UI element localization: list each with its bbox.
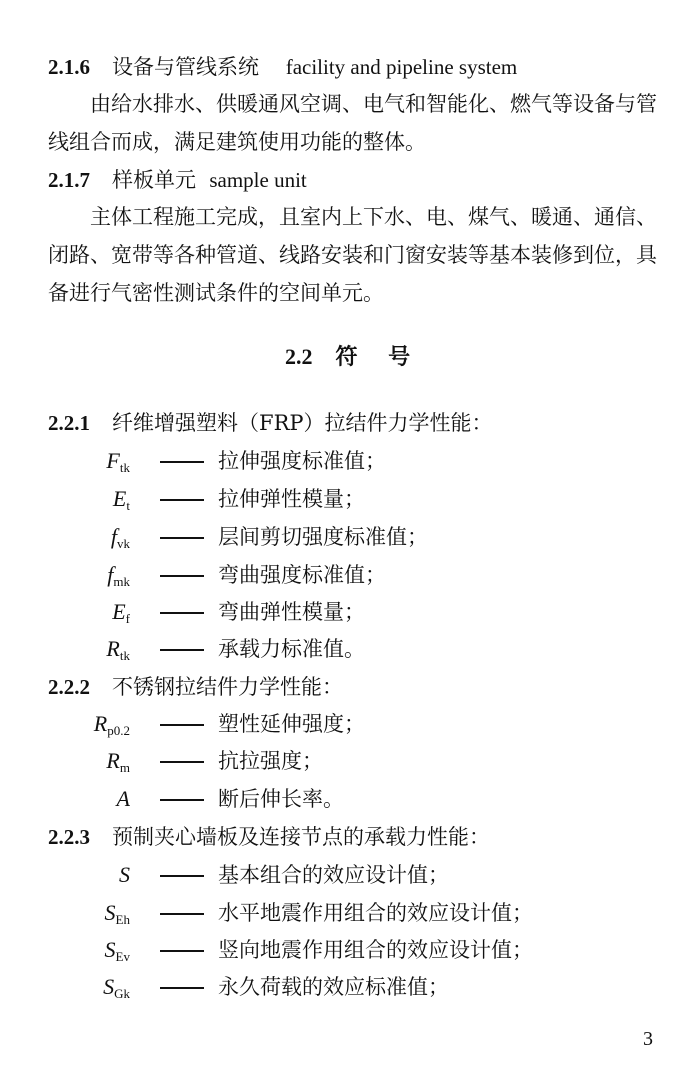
section-number: 2.2 — [285, 344, 313, 369]
clause-title — [112, 165, 307, 195]
symbol: $S_{Eh}$ — [104, 900, 130, 927]
dash-separator — [160, 799, 204, 801]
page-number: 3 — [643, 1028, 653, 1050]
symbol-description: 抗拉强度； — [218, 749, 323, 773]
symbol: $E_f$ — [112, 599, 130, 626]
symbol-description: 永久荷载的效应标准值； — [218, 975, 449, 999]
clause-body-line: 备进行气密性测试条件的空间单元。 — [48, 281, 384, 305]
symbol-description: 基本组合的效应设计值； — [218, 863, 449, 887]
dash-separator — [160, 612, 204, 614]
symbol: $R_{p0.2}$ — [93, 711, 130, 738]
symbol-description: 层间剪切强度标准值； — [218, 525, 428, 549]
symbol-description: 塑性延伸强度； — [218, 712, 365, 736]
dash-separator — [160, 913, 204, 915]
symbol: $S_{Ev}$ — [104, 937, 130, 964]
dash-separator — [160, 537, 204, 539]
dash-separator — [160, 761, 204, 763]
symbol: $f_{mk}$ — [107, 562, 130, 589]
clause-title-cn: 样板单元 — [112, 168, 196, 192]
clause-number: 2.1.7 — [48, 168, 90, 192]
symbol: $f_{vk}$ — [110, 524, 130, 551]
dash-separator — [160, 461, 204, 463]
clause-title-cn: 设备与管线系统 — [112, 55, 259, 79]
dash-separator — [160, 499, 204, 501]
symbol: $R_{tk}$ — [106, 636, 130, 663]
clause-body-line: 闭路、宽带等各种管道、线路安装和门窗安装等基本装修到位，具 — [48, 243, 657, 267]
symbol-description: 承载力标准值。 — [218, 637, 365, 661]
clause-body-line: 主体工程施工完成，且室内上下水、电、煤气、暖通、通信、 — [90, 205, 657, 229]
symbol-description: 竖向地震作用组合的效应设计值； — [218, 938, 533, 962]
symbol-description: 拉伸强度标准值； — [218, 449, 386, 473]
dash-separator — [160, 649, 204, 651]
symbol: $R_m$ — [106, 748, 130, 775]
dash-separator — [160, 875, 204, 877]
clause-title-en: facility and pipeline system — [285, 55, 518, 79]
group-number: 2.2.1 — [48, 411, 90, 435]
symbol-description: 弯曲弹性模量； — [218, 600, 365, 624]
group-number: 2.2.2 — [48, 675, 90, 699]
group-title: 预制夹心墙板及连接节点的承载力性能： — [112, 825, 490, 849]
clause-body-line: 线组合而成，满足建筑使用功能的整体。 — [48, 130, 426, 154]
clause-number: 2.1.6 — [48, 55, 90, 79]
symbol: S — [119, 862, 130, 887]
group-number: 2.2.3 — [48, 825, 90, 849]
symbol-description: 弯曲强度标准值； — [218, 563, 386, 587]
dash-separator — [160, 987, 204, 989]
symbol-description: 断后伸长率。 — [218, 787, 344, 811]
clause-body-line: 由给水排水、供暖通风空调、电气和智能化、燃气等设备与管 — [90, 92, 657, 116]
section-heading — [285, 342, 410, 372]
group-title: 纤维增强塑料（FRP）拉结件力学性能： — [112, 411, 493, 435]
symbol: $F_{tk}$ — [106, 448, 130, 475]
group-title: 不锈钢拉结件力学性能： — [112, 675, 343, 699]
symbol: $E_t$ — [112, 486, 130, 513]
symbol: $S_{Gk}$ — [103, 974, 130, 1001]
dash-separator — [160, 724, 204, 726]
clause-title — [112, 52, 517, 82]
symbol-description: 拉伸弹性模量； — [218, 487, 365, 511]
symbol-description: 水平地震作用组合的效应设计值； — [218, 901, 533, 925]
dash-separator — [160, 575, 204, 577]
clause-title-en: sample unit — [209, 168, 307, 192]
symbol: A — [116, 786, 130, 811]
dash-separator — [160, 950, 204, 952]
section-title: 符 号 — [335, 344, 411, 370]
